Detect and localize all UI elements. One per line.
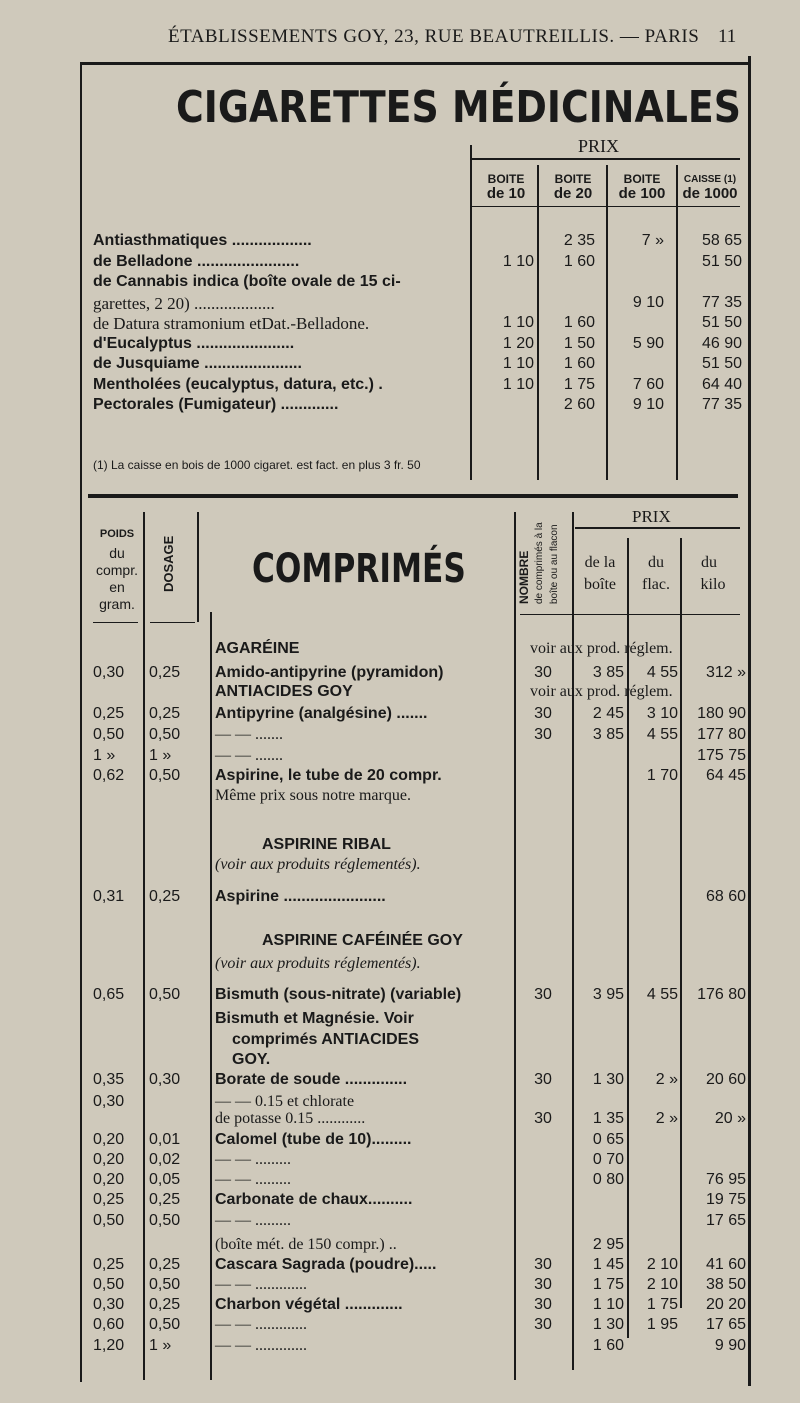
comp-row-poids: 0,30 <box>93 664 125 681</box>
comp-row-poids: 0,25 <box>93 1191 125 1208</box>
cig-row-caisse: 64 40 <box>701 375 742 393</box>
comp-row-name: Amido-antipyrine (pyramidon) <box>215 664 444 681</box>
comp-row-note: voir aux prod. réglem. <box>530 683 673 700</box>
cig-row-box20: 2 60 <box>563 396 595 413</box>
nombre-header-line: NOMBRE <box>517 550 531 604</box>
cig-col-head-top: BOITE <box>623 172 661 186</box>
cigarettes-title: CIGARETTES MÉDICINALES <box>176 82 741 133</box>
section-divider <box>88 494 738 498</box>
cig-vline-a <box>470 145 472 480</box>
comp-row-poids: 0,20 <box>93 1131 125 1148</box>
comp-row-name: — — ......... <box>215 1151 291 1168</box>
comp-row-kilo: 20 » <box>714 1110 746 1127</box>
comp-row-dosage: 1 » <box>149 1337 172 1354</box>
comp-row-boite: 2 95 <box>592 1236 624 1253</box>
cig-row-name: de Datura stramonium etDat.-Belladone. <box>93 314 370 333</box>
comp-vline-1 <box>143 512 145 1380</box>
poids-header-line: en <box>109 579 125 595</box>
comp-row-boite: 1 45 <box>592 1256 624 1273</box>
comp-row-dosage: 0,25 <box>149 1256 181 1273</box>
frame-top-rule <box>80 62 748 65</box>
comp-row-name: Cascara Sagrada (poudre)..... <box>215 1256 437 1273</box>
comp-row-boite: 1 10 <box>592 1296 624 1313</box>
comp-row-boite: 1 75 <box>592 1276 624 1293</box>
comp-row-poids: 1 » <box>93 747 116 764</box>
comp-row-boite: 3 85 <box>592 664 624 681</box>
comp-row-name: Aspirine ....................... <box>215 888 386 905</box>
comp-col-head-top: de la <box>584 554 616 571</box>
comp-row-kilo: 20 60 <box>705 1071 746 1088</box>
cig-row-name: de Belladone ....................... <box>93 252 300 270</box>
comp-row-flac: 2 10 <box>646 1276 678 1293</box>
comp-row-dosage: 0,50 <box>149 1316 181 1333</box>
comp-row-kilo: 76 95 <box>705 1171 746 1188</box>
comp-row-boite: 0 70 <box>592 1151 624 1168</box>
comp-row-nombre: 30 <box>534 986 552 1003</box>
comp-row-dosage: 0,25 <box>149 1191 181 1208</box>
cig-row-caisse: 51 50 <box>701 355 742 372</box>
comp-row-kilo: 17 65 <box>705 1212 746 1229</box>
comp-row-name: ASPIRINE CAFÉINÉE GOY <box>262 932 463 949</box>
frame-left-rule <box>80 62 82 1382</box>
comp-row-kilo: 180 90 <box>697 705 746 722</box>
cig-row-caisse: 77 35 <box>701 293 742 311</box>
comp-row-poids: 0,20 <box>93 1171 125 1188</box>
comp-row-name: (boîte mét. de 150 compr.) .. <box>215 1236 397 1253</box>
comp-row-poids: 0,31 <box>93 888 125 905</box>
comp-row-poids: 0,50 <box>93 1276 125 1293</box>
cig-row-box10: 1 10 <box>502 375 534 393</box>
cig-row-caisse: 46 90 <box>701 334 742 352</box>
comp-col-head-bottom: boîte <box>584 576 616 593</box>
comp-row-name: Aspirine, le tube de 20 compr. <box>215 767 442 784</box>
comp-row-kilo: 312 » <box>705 664 746 681</box>
cig-row-box100: 5 90 <box>632 334 664 352</box>
comp-row-boite: 1 30 <box>592 1316 624 1333</box>
comp-row-name: comprimés ANTIACIDES <box>232 1031 419 1048</box>
comp-vline-4 <box>514 512 516 1380</box>
comp-row-dosage: 0,50 <box>149 1276 181 1293</box>
cig-col-head-top: BOITE <box>487 172 525 186</box>
cig-col-head-bottom: de 1000 <box>682 185 738 202</box>
comp-row-boite: 3 95 <box>592 986 624 1003</box>
comp-row-name: Carbonate de chaux.......... <box>215 1191 413 1208</box>
cig-row-name: de Jusquiame ...................... <box>93 355 302 372</box>
cig-col-head-bottom: de 10 <box>486 185 526 202</box>
comp-row-poids: 0,30 <box>93 1093 125 1110</box>
nombre-header-line: boîte ou au flacon <box>549 524 560 604</box>
comp-row-dosage: 0,50 <box>149 726 181 743</box>
comp-row-poids: 0,25 <box>93 705 125 722</box>
comp-row-nombre: 30 <box>534 1256 552 1273</box>
comp-prix-label: PRIX <box>632 507 671 526</box>
cig-row-box100: 9 10 <box>632 396 664 413</box>
comp-row-flac: 2 10 <box>646 1256 678 1273</box>
comp-row-boite: 3 85 <box>592 726 624 743</box>
comp-vline-2 <box>197 512 199 622</box>
comp-row-poids: 1,20 <box>93 1337 125 1354</box>
comp-row-nombre: 30 <box>534 664 552 681</box>
cig-col-head-bottom: de 100 <box>618 185 666 202</box>
comp-col-head-top: du <box>701 554 717 571</box>
cig-row-box20: 2 35 <box>563 232 595 249</box>
page-number: 11 <box>718 26 737 47</box>
comp-row-kilo: 19 75 <box>705 1191 746 1208</box>
comp-row-dosage: 0,25 <box>149 888 181 905</box>
comp-row-name: — — ....... <box>215 726 283 743</box>
comp-row-flac: 1 75 <box>646 1296 678 1313</box>
cig-prix-label: PRIX <box>578 136 620 156</box>
comp-row-boite: 0 65 <box>592 1131 624 1148</box>
comp-row-boite: 1 35 <box>592 1110 624 1127</box>
comp-row-boite: 1 60 <box>592 1337 624 1354</box>
comp-row-name: — — 0.15 et chlorate <box>215 1093 355 1110</box>
comp-row-dosage: 0,05 <box>149 1171 181 1188</box>
comp-row-flac: 4 55 <box>646 726 678 743</box>
comp-row-name: Bismuth (sous-nitrate) (variable) <box>215 986 462 1003</box>
comp-row-boite: 1 30 <box>592 1071 624 1088</box>
cig-row-box20: 1 60 <box>563 355 595 372</box>
comp-row-poids: 0,20 <box>93 1151 125 1168</box>
comp-row-kilo: 41 60 <box>705 1256 746 1273</box>
cig-row-caisse: 58 65 <box>701 232 742 249</box>
comp-row-kilo: 175 75 <box>697 747 746 764</box>
cig-col-head-top: CAISSE (1) <box>683 174 737 185</box>
cig-row-box20: 1 50 <box>563 334 595 352</box>
cig-row-box20: 1 75 <box>563 375 595 393</box>
poids-header-line: POIDS <box>99 528 135 540</box>
comp-row-flac: 3 10 <box>646 705 678 722</box>
comp-row-flac: 1 70 <box>646 767 678 784</box>
comp-row-name: — — ......... <box>215 1212 291 1229</box>
comp-row-name: AGARÉINE <box>215 640 300 657</box>
comp-head-underline-1 <box>93 622 138 623</box>
cig-col-head-bottom: de 20 <box>553 185 593 202</box>
comp-row-name: (voir aux produits réglementés). <box>215 856 421 873</box>
cig-footnote: (1) La caisse en bois de 1000 cigaret. est fact. en plus 3 fr. 50 <box>93 458 421 472</box>
comp-head-underline-2 <box>150 622 195 623</box>
comp-row-dosage: 0,25 <box>149 664 181 681</box>
comp-row-dosage: 0,02 <box>149 1151 181 1168</box>
comp-row-kilo: 9 90 <box>714 1337 746 1354</box>
comp-row-name: ASPIRINE RIBAL <box>262 836 391 853</box>
cig-row-box100: 7 » <box>641 232 664 249</box>
comp-row-flac: 2 » <box>655 1071 678 1088</box>
comp-row-name: Charbon végétal ............. <box>215 1296 403 1313</box>
comp-row-nombre: 30 <box>534 705 552 722</box>
cig-vline-b <box>537 165 539 480</box>
cig-row-box100: 9 10 <box>632 293 664 311</box>
page-header: ÉTABLISSEMENTS GOY, 23, RUE BEAUTREILLIS. — PARIS <box>168 26 700 47</box>
comp-row-dosage: 1 » <box>149 747 172 764</box>
comp-row-name: — — ....... <box>215 747 283 764</box>
comp-row-name: de potasse 0.15 ............ <box>215 1110 366 1127</box>
cig-row-box20: 1 60 <box>563 314 595 331</box>
comp-row-nombre: 30 <box>534 1316 552 1333</box>
comp-row-poids: 0,62 <box>93 767 125 784</box>
comp-row-poids: 0,50 <box>93 1212 125 1229</box>
nombre-header-line: de comprimés à la <box>534 522 545 604</box>
comp-row-flac: 1 95 <box>646 1316 678 1333</box>
poids-header-line: du <box>109 545 125 561</box>
cig-row-name: Pectorales (Fumigateur) ............. <box>93 396 339 413</box>
comp-row-dosage: 0,50 <box>149 1212 181 1229</box>
comp-row-name: ANTIACIDES GOY <box>215 683 353 700</box>
comp-row-dosage: 0,25 <box>149 705 181 722</box>
comp-row-kilo: 64 45 <box>705 767 746 784</box>
cig-col-head-top: BOITE <box>554 172 592 186</box>
cig-row-box20: 1 60 <box>563 252 595 270</box>
comp-row-dosage: 0,30 <box>149 1071 181 1088</box>
cig-row-caisse: 51 50 <box>701 252 742 270</box>
poids-header-line: compr. <box>95 562 138 578</box>
comp-row-name: Calomel (tube de 10)......... <box>215 1131 412 1148</box>
dosage-header: DOSAGE <box>161 535 176 592</box>
comp-col-head-bottom: kilo <box>700 576 726 593</box>
cig-row-caisse: 51 50 <box>701 314 742 331</box>
comp-row-nombre: 30 <box>534 1276 552 1293</box>
comp-row-kilo: 20 20 <box>705 1296 746 1313</box>
comp-row-dosage: 0,25 <box>149 1296 181 1313</box>
cig-row-name: de Cannabis indica (boîte ovale de 15 ci- <box>93 273 401 290</box>
comp-vline-6 <box>627 538 629 1338</box>
comp-col-head-bottom: flac. <box>642 576 670 593</box>
comp-row-nombre: 30 <box>534 1071 552 1088</box>
comp-row-flac: 2 » <box>655 1110 678 1127</box>
comp-row-name: Même prix sous notre marque. <box>215 787 411 804</box>
cig-row-name: d'Eucalyptus ...................... <box>93 334 295 352</box>
comp-row-name: — — ............. <box>215 1316 307 1333</box>
comp-row-name: Borate de soude .............. <box>215 1071 408 1088</box>
cig-row-box100: 7 60 <box>632 375 664 393</box>
cig-row-box10: 1 20 <box>502 334 534 352</box>
frame-right-rule <box>748 56 751 1386</box>
comp-row-dosage: 0,50 <box>149 767 181 784</box>
comp-row-nombre: 30 <box>534 726 552 743</box>
comp-row-kilo: 68 60 <box>705 888 746 905</box>
comp-vline-3 <box>210 612 212 1380</box>
comp-row-kilo: 176 80 <box>697 986 746 1003</box>
cig-col-underline <box>472 206 740 207</box>
comp-row-nombre: 30 <box>534 1110 552 1127</box>
comp-row-boite: 2 45 <box>592 705 624 722</box>
comp-row-note: voir aux prod. réglem. <box>530 640 673 657</box>
comp-row-kilo: 17 65 <box>705 1316 746 1333</box>
comp-row-name: GOY. <box>232 1051 271 1068</box>
comp-row-boite: 0 80 <box>592 1171 624 1188</box>
comp-row-kilo: 38 50 <box>705 1276 746 1293</box>
comp-col-head-top: du <box>648 554 664 571</box>
comp-row-name: Bismuth et Magnésie. Voir <box>215 1010 414 1027</box>
comp-row-poids: 0,25 <box>93 1256 125 1273</box>
comp-row-name: — — ......... <box>215 1171 291 1188</box>
cig-row-name: Mentholées (eucalyptus, datura, etc.) . <box>93 375 383 393</box>
cig-vline-c <box>606 165 608 480</box>
comp-row-nombre: 30 <box>534 1296 552 1313</box>
comp-row-poids: 0,65 <box>93 986 125 1003</box>
comp-row-poids: 0,30 <box>93 1296 125 1313</box>
comp-row-kilo: 177 80 <box>697 726 746 743</box>
comprimes-title: COMPRIMÉS <box>252 546 466 592</box>
cig-prix-underline <box>472 158 740 160</box>
cig-row-name: Antiasthmatiques .................. <box>93 232 312 249</box>
cig-vline-d <box>676 165 678 480</box>
cig-row-name: garettes, 2 20) ................... <box>93 293 275 313</box>
comp-row-name: — — ............. <box>215 1276 307 1293</box>
comp-row-name: (voir aux produits réglementés). <box>215 955 421 972</box>
comp-row-name: Antipyrine (analgésine) ....... <box>215 705 428 722</box>
comp-row-flac: 4 55 <box>646 664 678 681</box>
comp-row-poids: 0,60 <box>93 1316 125 1333</box>
comp-row-name: — — ............. <box>215 1337 307 1354</box>
cig-row-box10: 1 10 <box>502 355 534 372</box>
comp-row-poids: 0,50 <box>93 726 125 743</box>
comp-prix-underline <box>575 527 740 529</box>
poids-header-line: gram. <box>99 596 135 612</box>
cig-row-box10: 1 10 <box>502 252 534 270</box>
comp-head-underline-3 <box>520 614 740 615</box>
comp-row-flac: 4 55 <box>646 986 678 1003</box>
cig-row-caisse: 77 35 <box>701 396 742 413</box>
comp-row-dosage: 0,01 <box>149 1131 181 1148</box>
comp-row-poids: 0,35 <box>93 1071 125 1088</box>
comp-row-dosage: 0,50 <box>149 986 181 1003</box>
cig-row-box10: 1 10 <box>502 314 534 331</box>
